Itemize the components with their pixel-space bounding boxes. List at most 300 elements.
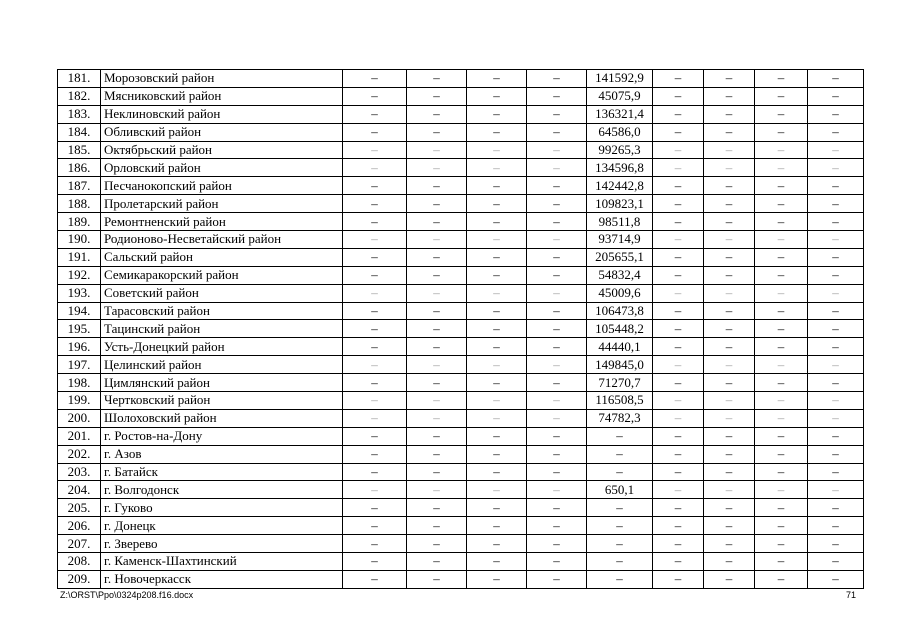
row-number: 198. xyxy=(58,374,101,392)
empty-cell: – xyxy=(407,248,467,266)
empty-cell: – xyxy=(808,553,864,571)
empty-cell: – xyxy=(407,374,467,392)
empty-cell: – xyxy=(704,123,755,141)
table-row xyxy=(58,320,864,338)
row-number: 189. xyxy=(58,213,101,231)
empty-cell: – xyxy=(653,231,704,249)
row-number: 194. xyxy=(58,302,101,320)
empty-cell: – xyxy=(343,248,407,266)
empty-cell: – xyxy=(808,105,864,123)
empty-cell: – xyxy=(527,266,587,284)
amount-cell: – xyxy=(587,445,653,463)
empty-cell: – xyxy=(407,409,467,427)
empty-cell: – xyxy=(755,517,808,535)
empty-cell: – xyxy=(343,231,407,249)
amount-cell: 45009,6 xyxy=(587,284,653,302)
table-row xyxy=(58,553,864,571)
row-number: 197. xyxy=(58,356,101,374)
empty-cell: – xyxy=(467,105,527,123)
empty-cell: – xyxy=(808,141,864,159)
empty-cell: – xyxy=(755,356,808,374)
empty-cell: – xyxy=(808,517,864,535)
municipality-name: Орловский район xyxy=(101,159,343,177)
empty-cell: – xyxy=(704,87,755,105)
empty-cell: – xyxy=(527,284,587,302)
empty-cell: – xyxy=(527,553,587,571)
municipality-name: Советский район xyxy=(101,284,343,302)
empty-cell: – xyxy=(343,535,407,553)
empty-cell: – xyxy=(407,141,467,159)
empty-cell: – xyxy=(407,463,467,481)
empty-cell: – xyxy=(653,266,704,284)
empty-cell: – xyxy=(527,302,587,320)
amount-cell: 44440,1 xyxy=(587,338,653,356)
row-number: 192. xyxy=(58,266,101,284)
empty-cell: – xyxy=(808,409,864,427)
empty-cell: – xyxy=(653,553,704,571)
empty-cell: – xyxy=(527,463,587,481)
table-row xyxy=(58,427,864,445)
empty-cell: – xyxy=(343,570,407,588)
empty-cell: – xyxy=(755,105,808,123)
empty-cell: – xyxy=(808,177,864,195)
amount-cell: 109823,1 xyxy=(587,195,653,213)
empty-cell: – xyxy=(527,159,587,177)
empty-cell: – xyxy=(704,356,755,374)
empty-cell: – xyxy=(467,177,527,195)
amount-cell: – xyxy=(587,427,653,445)
table-row xyxy=(58,356,864,374)
municipality-name: Пролетарский район xyxy=(101,195,343,213)
empty-cell: – xyxy=(704,284,755,302)
amount-cell: 650,1 xyxy=(587,481,653,499)
empty-cell: – xyxy=(755,70,808,88)
empty-cell: – xyxy=(704,159,755,177)
empty-cell: – xyxy=(653,392,704,410)
empty-cell: – xyxy=(407,266,467,284)
empty-cell: – xyxy=(653,517,704,535)
empty-cell: – xyxy=(407,320,467,338)
table-row xyxy=(58,87,864,105)
empty-cell: – xyxy=(527,248,587,266)
table-row xyxy=(58,409,864,427)
table-row xyxy=(58,231,864,249)
table-row xyxy=(58,481,864,499)
amount-cell: – xyxy=(587,499,653,517)
row-number: 183. xyxy=(58,105,101,123)
empty-cell: – xyxy=(755,213,808,231)
municipality-name: г. Донецк xyxy=(101,517,343,535)
empty-cell: – xyxy=(653,177,704,195)
empty-cell: – xyxy=(407,499,467,517)
empty-cell: – xyxy=(704,553,755,571)
amount-cell: 149845,0 xyxy=(587,356,653,374)
empty-cell: – xyxy=(653,159,704,177)
empty-cell: – xyxy=(653,70,704,88)
municipality-name: Чертковский район xyxy=(101,392,343,410)
empty-cell: – xyxy=(653,195,704,213)
empty-cell: – xyxy=(467,392,527,410)
empty-cell: – xyxy=(653,141,704,159)
empty-cell: – xyxy=(527,195,587,213)
row-number: 191. xyxy=(58,248,101,266)
empty-cell: – xyxy=(343,481,407,499)
municipality-name: Тацинский район xyxy=(101,320,343,338)
amount-cell: 45075,9 xyxy=(587,87,653,105)
amount-cell: 142442,8 xyxy=(587,177,653,195)
amount-cell: 93714,9 xyxy=(587,231,653,249)
row-number: 200. xyxy=(58,409,101,427)
municipality-name: Целинский район xyxy=(101,356,343,374)
empty-cell: – xyxy=(755,409,808,427)
empty-cell: – xyxy=(808,374,864,392)
empty-cell: – xyxy=(407,302,467,320)
amount-cell: 136321,4 xyxy=(587,105,653,123)
empty-cell: – xyxy=(755,481,808,499)
empty-cell: – xyxy=(808,427,864,445)
empty-cell: – xyxy=(755,248,808,266)
empty-cell: – xyxy=(467,159,527,177)
empty-cell: – xyxy=(704,409,755,427)
empty-cell: – xyxy=(467,87,527,105)
empty-cell: – xyxy=(343,266,407,284)
empty-cell: – xyxy=(704,374,755,392)
table-row xyxy=(58,177,864,195)
empty-cell: – xyxy=(407,338,467,356)
table-row xyxy=(58,213,864,231)
empty-cell: – xyxy=(653,463,704,481)
municipality-name: Тарасовский район xyxy=(101,302,343,320)
empty-cell: – xyxy=(808,463,864,481)
empty-cell: – xyxy=(527,213,587,231)
empty-cell: – xyxy=(653,302,704,320)
empty-cell: – xyxy=(527,177,587,195)
empty-cell: – xyxy=(527,445,587,463)
row-number: 203. xyxy=(58,463,101,481)
empty-cell: – xyxy=(467,517,527,535)
empty-cell: – xyxy=(808,284,864,302)
row-number: 184. xyxy=(58,123,101,141)
municipality-name: Морозовский район xyxy=(101,70,343,88)
empty-cell: – xyxy=(467,499,527,517)
municipality-name: г. Каменск-Шахтинский xyxy=(101,553,343,571)
empty-cell: – xyxy=(527,356,587,374)
empty-cell: – xyxy=(407,553,467,571)
row-number: 193. xyxy=(58,284,101,302)
empty-cell: – xyxy=(407,427,467,445)
empty-cell: – xyxy=(467,213,527,231)
empty-cell: – xyxy=(653,123,704,141)
empty-cell: – xyxy=(407,392,467,410)
empty-cell: – xyxy=(755,266,808,284)
amount-cell: – xyxy=(587,517,653,535)
row-number: 195. xyxy=(58,320,101,338)
empty-cell: – xyxy=(808,445,864,463)
amount-cell: 105448,2 xyxy=(587,320,653,338)
empty-cell: – xyxy=(704,570,755,588)
empty-cell: – xyxy=(704,338,755,356)
row-number: 202. xyxy=(58,445,101,463)
empty-cell: – xyxy=(653,105,704,123)
empty-cell: – xyxy=(343,409,407,427)
row-number: 188. xyxy=(58,195,101,213)
empty-cell: – xyxy=(704,141,755,159)
municipality-name: г. Новочеркасск xyxy=(101,570,343,588)
amount-cell: – xyxy=(587,463,653,481)
municipality-name: г. Гуково xyxy=(101,499,343,517)
empty-cell: – xyxy=(808,248,864,266)
empty-cell: – xyxy=(755,553,808,571)
page-number: 71 xyxy=(846,590,857,600)
amount-cell: 205655,1 xyxy=(587,248,653,266)
amount-cell: 141592,9 xyxy=(587,70,653,88)
empty-cell: – xyxy=(755,320,808,338)
row-number: 201. xyxy=(58,427,101,445)
empty-cell: – xyxy=(755,302,808,320)
empty-cell: – xyxy=(808,123,864,141)
table-body xyxy=(58,70,864,589)
empty-cell: – xyxy=(467,463,527,481)
empty-cell: – xyxy=(343,553,407,571)
empty-cell: – xyxy=(755,445,808,463)
empty-cell: – xyxy=(407,517,467,535)
amount-cell: 116508,5 xyxy=(587,392,653,410)
empty-cell: – xyxy=(704,499,755,517)
empty-cell: – xyxy=(467,553,527,571)
amount-cell: 134596,8 xyxy=(587,159,653,177)
empty-cell: – xyxy=(467,409,527,427)
empty-cell: – xyxy=(808,159,864,177)
empty-cell: – xyxy=(704,517,755,535)
empty-cell: – xyxy=(343,356,407,374)
empty-cell: – xyxy=(467,356,527,374)
empty-cell: – xyxy=(343,123,407,141)
municipality-name: г. Ростов-на-Дону xyxy=(101,427,343,445)
municipality-name: г. Волгодонск xyxy=(101,481,343,499)
empty-cell: – xyxy=(343,177,407,195)
row-number: 207. xyxy=(58,535,101,553)
row-number: 208. xyxy=(58,553,101,571)
table-row xyxy=(58,266,864,284)
empty-cell: – xyxy=(343,302,407,320)
empty-cell: – xyxy=(704,213,755,231)
empty-cell: – xyxy=(467,481,527,499)
empty-cell: – xyxy=(653,445,704,463)
municipality-name: г. Батайск xyxy=(101,463,343,481)
empty-cell: – xyxy=(527,517,587,535)
municipality-name: г. Азов xyxy=(101,445,343,463)
empty-cell: – xyxy=(407,535,467,553)
empty-cell: – xyxy=(755,499,808,517)
municipality-name: Цимлянский район xyxy=(101,374,343,392)
empty-cell: – xyxy=(704,266,755,284)
empty-cell: – xyxy=(467,535,527,553)
empty-cell: – xyxy=(808,195,864,213)
empty-cell: – xyxy=(808,499,864,517)
empty-cell: – xyxy=(808,338,864,356)
empty-cell: – xyxy=(704,463,755,481)
empty-cell: – xyxy=(704,105,755,123)
empty-cell: – xyxy=(407,445,467,463)
empty-cell: – xyxy=(653,356,704,374)
empty-cell: – xyxy=(755,463,808,481)
footer-file-path: Z:\ORST\Ppo\0324p208.f16.docx xyxy=(60,590,194,600)
empty-cell: – xyxy=(704,177,755,195)
table-row xyxy=(58,141,864,159)
empty-cell: – xyxy=(467,374,527,392)
table-row xyxy=(58,338,864,356)
table-row xyxy=(58,445,864,463)
budget-table xyxy=(57,69,864,589)
empty-cell: – xyxy=(704,231,755,249)
municipality-name: Усть-Донецкий район xyxy=(101,338,343,356)
empty-cell: – xyxy=(407,481,467,499)
empty-cell: – xyxy=(407,213,467,231)
empty-cell: – xyxy=(653,481,704,499)
empty-cell: – xyxy=(407,70,467,88)
empty-cell: – xyxy=(808,266,864,284)
municipality-name: Обливский район xyxy=(101,123,343,141)
table-row xyxy=(58,123,864,141)
municipality-name: Мясниковский район xyxy=(101,87,343,105)
empty-cell: – xyxy=(527,481,587,499)
empty-cell: – xyxy=(653,570,704,588)
empty-cell: – xyxy=(755,427,808,445)
empty-cell: – xyxy=(808,302,864,320)
table-row xyxy=(58,374,864,392)
empty-cell: – xyxy=(704,320,755,338)
empty-cell: – xyxy=(808,213,864,231)
empty-cell: – xyxy=(704,302,755,320)
table-row xyxy=(58,105,864,123)
empty-cell: – xyxy=(527,409,587,427)
empty-cell: – xyxy=(343,499,407,517)
empty-cell: – xyxy=(467,141,527,159)
table-row xyxy=(58,392,864,410)
empty-cell: – xyxy=(527,123,587,141)
empty-cell: – xyxy=(653,499,704,517)
empty-cell: – xyxy=(467,266,527,284)
empty-cell: – xyxy=(343,320,407,338)
row-number: 205. xyxy=(58,499,101,517)
empty-cell: – xyxy=(755,195,808,213)
municipality-name: Неклиновский район xyxy=(101,105,343,123)
empty-cell: – xyxy=(704,427,755,445)
empty-cell: – xyxy=(343,284,407,302)
empty-cell: – xyxy=(755,177,808,195)
table-row xyxy=(58,248,864,266)
empty-cell: – xyxy=(343,87,407,105)
empty-cell: – xyxy=(755,392,808,410)
empty-cell: – xyxy=(407,356,467,374)
empty-cell: – xyxy=(407,87,467,105)
empty-cell: – xyxy=(653,409,704,427)
empty-cell: – xyxy=(704,445,755,463)
table-row xyxy=(58,570,864,588)
empty-cell: – xyxy=(467,195,527,213)
empty-cell: – xyxy=(407,123,467,141)
empty-cell: – xyxy=(467,427,527,445)
empty-cell: – xyxy=(467,320,527,338)
row-number: 182. xyxy=(58,87,101,105)
row-number: 181. xyxy=(58,70,101,88)
amount-cell: 71270,7 xyxy=(587,374,653,392)
empty-cell: – xyxy=(527,374,587,392)
row-number: 206. xyxy=(58,517,101,535)
row-number: 190. xyxy=(58,231,101,249)
empty-cell: – xyxy=(343,70,407,88)
table-row xyxy=(58,195,864,213)
empty-cell: – xyxy=(808,320,864,338)
amount-cell: 99265,3 xyxy=(587,141,653,159)
empty-cell: – xyxy=(653,427,704,445)
municipality-name: Песчанокопский район xyxy=(101,177,343,195)
empty-cell: – xyxy=(755,141,808,159)
municipality-name: Октябрьский район xyxy=(101,141,343,159)
empty-cell: – xyxy=(808,570,864,588)
empty-cell: – xyxy=(704,392,755,410)
amount-cell: – xyxy=(587,535,653,553)
empty-cell: – xyxy=(343,463,407,481)
amount-cell: 74782,3 xyxy=(587,409,653,427)
municipality-name: Родионово-Несветайский район xyxy=(101,231,343,249)
empty-cell: – xyxy=(808,481,864,499)
empty-cell: – xyxy=(527,105,587,123)
empty-cell: – xyxy=(755,284,808,302)
empty-cell: – xyxy=(407,159,467,177)
empty-cell: – xyxy=(467,338,527,356)
empty-cell: – xyxy=(343,159,407,177)
amount-cell: 106473,8 xyxy=(587,302,653,320)
row-number: 196. xyxy=(58,338,101,356)
table-row xyxy=(58,463,864,481)
empty-cell: – xyxy=(467,302,527,320)
empty-cell: – xyxy=(704,481,755,499)
empty-cell: – xyxy=(653,535,704,553)
empty-cell: – xyxy=(755,338,808,356)
empty-cell: – xyxy=(653,374,704,392)
empty-cell: – xyxy=(653,248,704,266)
empty-cell: – xyxy=(467,570,527,588)
empty-cell: – xyxy=(343,195,407,213)
empty-cell: – xyxy=(527,87,587,105)
empty-cell: – xyxy=(407,177,467,195)
empty-cell: – xyxy=(407,231,467,249)
empty-cell: – xyxy=(808,87,864,105)
empty-cell: – xyxy=(527,70,587,88)
empty-cell: – xyxy=(704,195,755,213)
empty-cell: – xyxy=(343,427,407,445)
amount-cell: – xyxy=(587,570,653,588)
municipality-name: Шолоховский район xyxy=(101,409,343,427)
table-row xyxy=(58,517,864,535)
empty-cell: – xyxy=(467,231,527,249)
empty-cell: – xyxy=(527,231,587,249)
empty-cell: – xyxy=(755,535,808,553)
row-number: 187. xyxy=(58,177,101,195)
municipality-name: Сальский район xyxy=(101,248,343,266)
empty-cell: – xyxy=(527,570,587,588)
empty-cell: – xyxy=(527,392,587,410)
empty-cell: – xyxy=(527,338,587,356)
empty-cell: – xyxy=(755,231,808,249)
empty-cell: – xyxy=(407,105,467,123)
empty-cell: – xyxy=(527,141,587,159)
empty-cell: – xyxy=(527,427,587,445)
row-number: 199. xyxy=(58,392,101,410)
table-row xyxy=(58,70,864,88)
empty-cell: – xyxy=(343,374,407,392)
